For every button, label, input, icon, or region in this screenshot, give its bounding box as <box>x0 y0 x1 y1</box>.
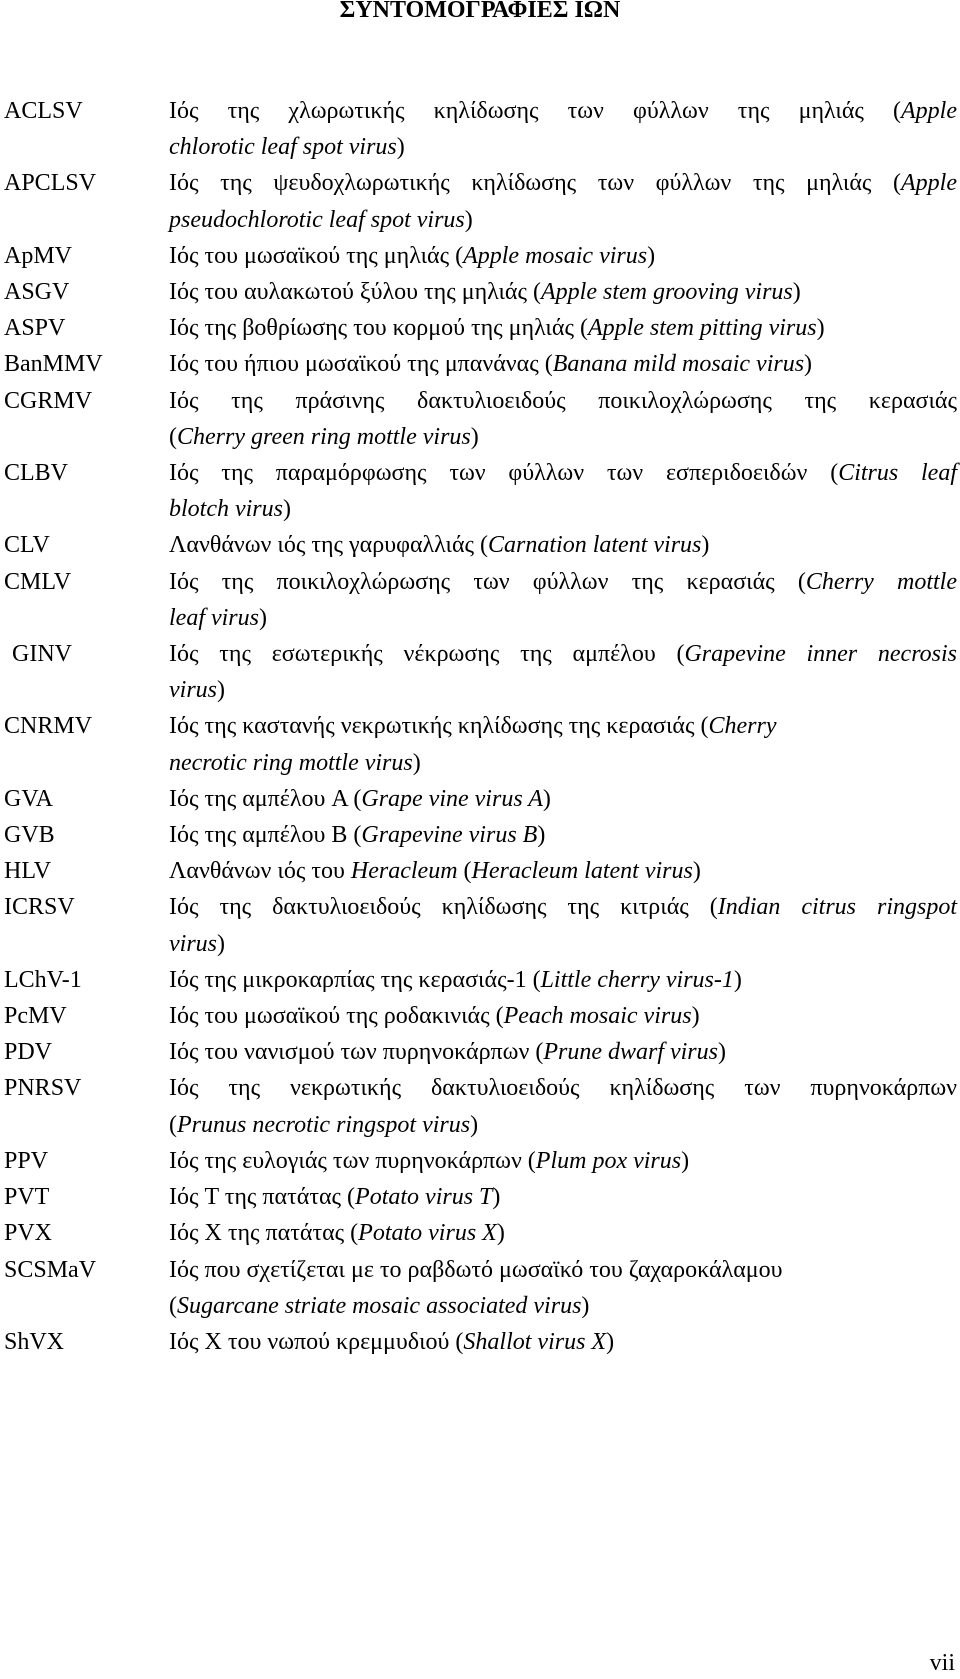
description: Ιός X της πατάτας (Potato virus X) <box>169 1220 505 1247</box>
list-item <box>0 165 960 237</box>
list-item <box>0 346 960 382</box>
page-number: vii <box>929 1650 955 1676</box>
abbreviation: ShVX <box>4 1328 65 1355</box>
list-item <box>0 1143 960 1179</box>
abbreviation: PVT <box>4 1184 50 1211</box>
abbreviation: CNRMV <box>4 713 93 740</box>
description: Ιός της εσωτερικής νέκρωσης της αμπέλου (Grapevine inner necrosis virus) <box>169 641 957 704</box>
list-item <box>0 1034 960 1070</box>
abbreviation-list <box>0 93 960 1360</box>
abbreviation: GINV <box>12 641 72 668</box>
description: Ιός της ποικιλοχλώρωσης των φύλλων της κερασιάς (Cherry mottle leaf virus) <box>169 568 957 631</box>
list-item <box>0 853 960 889</box>
description: Ιός του ήπιου μωσαϊκού της μπανάνας (Banana mild mosaic virus) <box>169 351 813 378</box>
list-item <box>0 274 960 310</box>
list-item <box>0 1179 960 1215</box>
description: Ιός του αυλακωτού ξύλου της μηλιάς (Apple stem grooving virus) <box>169 279 801 306</box>
list-item <box>0 781 960 817</box>
description: Ιός της αμπέλου A (Grape vine virus A) <box>169 785 551 812</box>
abbreviation: GVB <box>4 822 55 849</box>
description: Ιός της ψευδοχλωρωτικής κηλίδωσης των φύλλων της μηλιάς (Apple pseudochlorotic leaf spot virus) <box>169 170 957 233</box>
abbreviation: GVA <box>4 785 53 812</box>
abbreviation: BanMMV <box>4 351 103 378</box>
description: Ιός της μικροκαρπίας της κερασιάς-1 (Little cherry virus-1) <box>169 966 742 993</box>
list-item <box>0 817 960 853</box>
list-item <box>0 1215 960 1251</box>
description: Ιός της δακτυλιοειδούς κηλίδωσης της κιτριάς (Indian citrus ringspot virus) <box>169 894 957 957</box>
description: Ιός της ευλογιάς των πυρηνοκάρπων (Plum pox virus) <box>169 1147 690 1174</box>
abbreviation: ICRSV <box>4 894 75 921</box>
abbreviation: ACLSV <box>4 98 83 124</box>
abbreviation: PcMV <box>4 1003 67 1030</box>
abbreviation: CLBV <box>4 460 69 487</box>
page-title: ΣΥΝΤΟΜΟΓΡΑΦΙΕΣ ΙΩΝ <box>339 0 621 23</box>
abbreviation: APCLSV <box>4 170 97 197</box>
list-item <box>0 998 960 1034</box>
list-item <box>0 1324 960 1360</box>
description: Ιός της παραμόρφωσης των φύλλων των εσπεριδοειδών (Citrus leaf blotch virus) <box>169 460 957 523</box>
abbreviation: HLV <box>4 858 52 885</box>
abbreviation: PNRSV <box>4 1075 82 1102</box>
description: Ιός της πράσινης δακτυλιοειδούς ποικιλοχλώρωσης της κερασιάς (Cherry green ring mottle virus) <box>169 387 957 450</box>
abbreviation: PDV <box>4 1039 53 1066</box>
abbreviation: CMLV <box>4 568 72 595</box>
description: Ιός T της πατάτας (Potato virus T) <box>169 1184 501 1211</box>
abbreviation: SCSMaV <box>4 1256 97 1283</box>
abbreviation: PPV <box>4 1147 49 1174</box>
abbreviation: PVX <box>4 1220 53 1247</box>
list-item <box>0 636 960 708</box>
list-item <box>0 383 960 455</box>
description: Ιός του νανισμού των πυρηνοκάρπων (Prune dwarf virus) <box>169 1039 726 1066</box>
list-item <box>0 1070 960 1142</box>
abbreviation: ApMV <box>4 242 73 269</box>
abbreviation: CLV <box>4 532 50 559</box>
abbreviation: CGRMV <box>4 387 93 414</box>
list-item <box>0 889 960 961</box>
list-item <box>0 310 960 346</box>
list-item <box>0 1252 960 1324</box>
list-item <box>0 455 960 527</box>
description: Ιός που σχετίζεται με το ραβδωτό μωσαϊκό του ζαχαροκάλαμου (Sugarcane striate mosaic associated virus) <box>169 1256 783 1319</box>
description: Ιός της χλωρωτικής κηλίδωσης των φύλλων της μηλιάς (Apple chlorotic leaf spot virus) <box>169 98 957 161</box>
abbreviation: ASPV <box>4 315 66 342</box>
description: Ιός του μωσαϊκού της μηλιάς (Apple mosaic virus) <box>169 242 656 269</box>
description: Ιός της αμπέλου B (Grapevine virus B) <box>169 822 546 849</box>
description: Ιός της βοθρίωσης του κορμού της μηλιάς (Apple stem pitting virus) <box>169 315 825 342</box>
list-item <box>0 527 960 563</box>
list-item <box>0 93 960 165</box>
abbreviation: LChV-1 <box>4 966 82 993</box>
list-item <box>0 708 960 780</box>
list-item <box>0 962 960 998</box>
abbreviation: ASGV <box>4 279 70 306</box>
description: Ιός X του νωπού κρεμμυδιού (Shallot virus X) <box>169 1328 615 1355</box>
description: Ιός της καστανής νεκρωτικής κηλίδωσης της κερασιάς (Cherry necrotic ring mottle virus) <box>169 713 777 776</box>
list-item <box>0 238 960 274</box>
description: Λανθάνων ιός του Heracleum (Heracleum latent virus) <box>169 858 701 885</box>
list-item <box>0 564 960 636</box>
description: Ιός της νεκρωτικής δακτυλιοειδούς κηλίδωσης των πυρηνοκάρπων (Prunus necrotic ringspot virus) <box>169 1075 957 1138</box>
description: Λανθάνων ιός της γαρυφαλλιάς (Carnation latent virus) <box>169 532 710 559</box>
description: Ιός του μωσαϊκού της ροδακινιάς (Peach mosaic virus) <box>169 1003 700 1030</box>
